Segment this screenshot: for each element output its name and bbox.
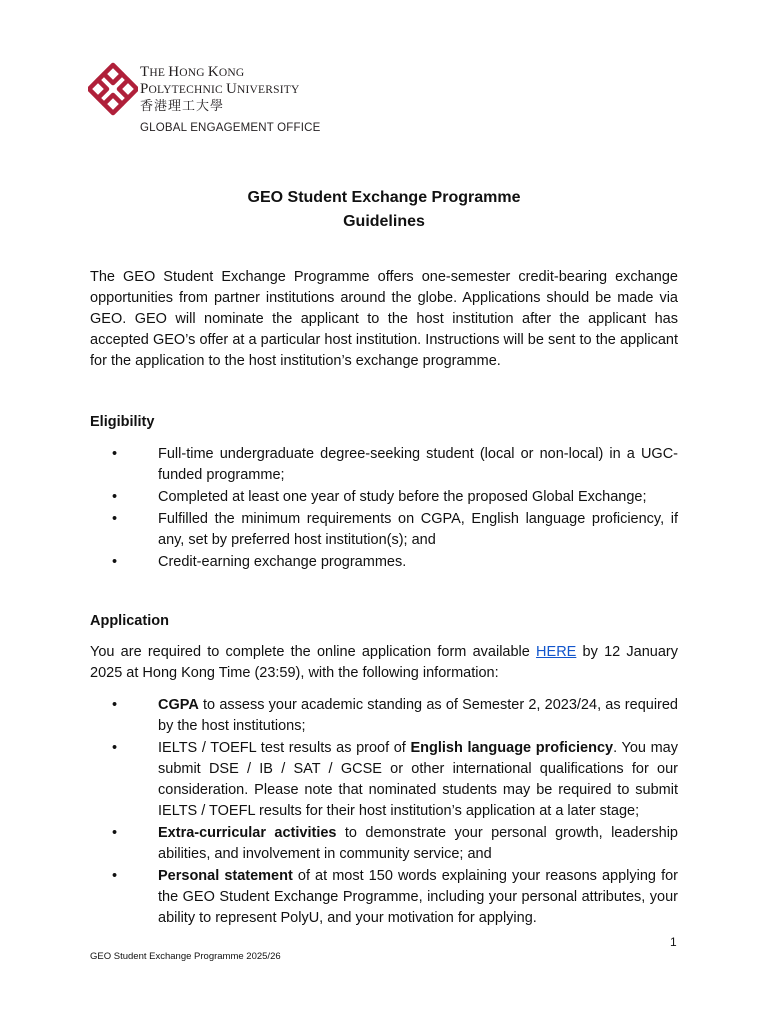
bullet-icon: • [112,825,118,841]
polyu-logo-icon [88,62,138,116]
bullet-icon: • [112,511,118,527]
eligibility-heading: Eligibility [90,414,155,430]
document-subtitle: Guidelines [343,213,425,230]
bullet-icon: • [112,446,118,462]
bullet-icon: • [112,489,118,505]
university-name-line1: THE HONG KONG [140,64,245,80]
document-title: GEO Student Exchange Programme [247,189,521,206]
application-form-link[interactable]: HERE [536,644,577,660]
list-item: • Full-time undergraduate degree-seeking student (local or non-local) in a UGC-funded programme; [112,446,678,483]
bullet-icon: • [112,740,118,756]
application-paragraph: You are required to complete the online application form available HERE by 12 January 2025 at Hong Kong Time (23:59), with the following information: [90,644,678,681]
list-item: • Completed at least one year of study before the proposed Global Exchange; [90,487,678,508]
university-name-line2: POLYTECHNIC UNIVERSITY [140,81,300,97]
page-footer: GEO Student Exchange Programme 2025/26 [90,951,281,962]
bullet-icon: • [112,868,118,884]
university-name [140,64,299,114]
intro-paragraph: The GEO Student Exchange Programme offers one-semester credit-bearing exchange opportunities from partner institutions around the globe. Applications should be made via GEO. GEO will nominate the applicant to the host institution after the applicant has accepted GEO’s offer at a particular host institution. Instructions will be sent to the applicant for the application to the host institution’s exchange programme. [90,269,678,369]
list-item: • Personal statement of at most 150 words explaining your reasons applying for the GEO Student Exchange Programme, including your personal attributes, your ability to represent PolyU, and your motivation for applying. [112,868,678,926]
application-heading: Application [90,613,169,629]
list-item: • CGPA to assess your academic standing as of Semester 2, 2023/24, as required by the host institutions; [112,697,678,734]
list-item: • Credit-earning exchange programmes. [90,552,678,573]
letterhead [88,60,448,140]
eligibility-list [90,444,678,574]
list-item: • Fulfilled the minimum requirements on CGPA, English language proficiency, if any, set by preferred host institution(s); and [112,511,678,548]
office-name: GLOBAL ENGAGEMENT OFFICE [140,122,321,134]
list-item: • IELTS / TOEFL test results as proof of English language proficiency. You may submit DSE / IB / SAT / GCSE or other international qualifications for our consideration. Please note that nominated students may be required to submit IELTS / TOEFL results for their host institution’s application at a later stage; [112,740,678,819]
bullet-icon: • [112,554,118,570]
university-name-chinese: 香港理工大學 [140,98,225,113]
bullet-icon: • [112,697,118,713]
list-item: • Extra-curricular activities to demonstrate your personal growth, leadership abilities, and involvement in community service; and [112,825,678,862]
application-requirements-list [90,695,678,930]
page-number: 1 [670,935,677,949]
